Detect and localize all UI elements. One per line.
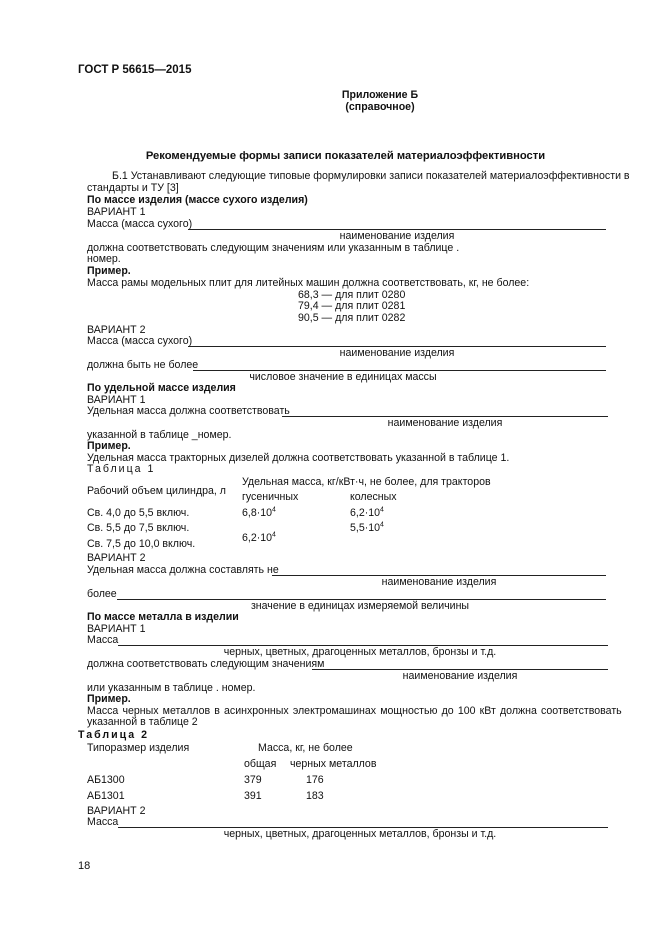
table2-row-ferrous: 183 bbox=[306, 790, 324, 802]
table1-col1-header: Рабочий объем цилиндра, л bbox=[87, 485, 226, 497]
s2-variant1-line1: указанной в таблице _номер. bbox=[87, 429, 232, 441]
table2-row-name: АБ1300 bbox=[87, 774, 125, 786]
table2-col1-header: Типоразмер изделия bbox=[87, 742, 190, 754]
example-text-line-1: Масса черных металлов в асинхронных электромашинах мощностью до 100 кВт должна соответствовать bbox=[87, 705, 622, 717]
s2-variant1-prefix: Удельная масса должна соответствовать bbox=[87, 405, 290, 417]
table2-group-header: Масса, кг, не более bbox=[258, 742, 353, 754]
s3-variant1-label: ВАРИАНТ 1 bbox=[87, 623, 146, 635]
s2-variant2-prefix: Удельная масса должна составлять не bbox=[87, 564, 279, 576]
section-title: Рекомендуемые формы записи показателей материалоэффективности bbox=[145, 150, 546, 162]
s2-variant2-prefix2: более bbox=[87, 588, 117, 600]
table2-row-total: 379 bbox=[244, 774, 262, 786]
s3-variant1-prefix2: должна соответствовать следующим значениям bbox=[87, 658, 325, 670]
example-text: Удельная масса тракторных дизелей должна соответствовать указанной в таблице 1. bbox=[87, 452, 510, 464]
section-mass-heading: По массе изделия (массе сухого изделия) bbox=[87, 194, 308, 206]
fill-hint: наименование изделия bbox=[402, 670, 518, 682]
s1-variant1-line2: номер. bbox=[87, 253, 121, 265]
table1-row: Св. 7,5 до 10,0 включ. bbox=[87, 538, 196, 550]
table1-cell: $5,5\cdot 10^4$ bbox=[350, 521, 384, 534]
fill-hint: наименование изделия bbox=[339, 347, 455, 359]
s3-variant1-line1: или указанным в таблице . номер. bbox=[87, 682, 256, 694]
table2-row-total: 391 bbox=[244, 790, 262, 802]
table1-sub1: гусеничных bbox=[242, 491, 299, 503]
s3-variant1-prefix: Масса bbox=[87, 634, 119, 646]
example-text-line-2: указанной в таблице 2 bbox=[87, 716, 198, 728]
table1-row: Св. 5,5 до 7,5 включ. bbox=[87, 522, 190, 534]
s1-variant1-prefix: Масса (масса сухого) bbox=[87, 218, 193, 230]
example-text: Масса рамы модельных плит для литейных машин должна соответствовать, кг, не более: bbox=[87, 277, 530, 289]
s2-variant2-label: ВАРИАНТ 2 bbox=[87, 552, 146, 564]
fill-hint: черных, цветных, драгоценных металлов, бронзы и т.д. bbox=[223, 646, 497, 658]
intro-line-1: Б.1 Устанавливают следующие типовые формулировки записи показателей материалоэффективности в bbox=[112, 170, 630, 182]
example-label: Пример. bbox=[87, 265, 131, 277]
appendix-title: Приложение Б bbox=[341, 89, 419, 101]
fill-hint: наименование изделия bbox=[339, 230, 455, 242]
table2-row-name: АБ1301 bbox=[87, 790, 125, 802]
table1-row: Св. 4,0 до 5,5 включ. bbox=[87, 507, 190, 519]
fill-hint: значение в единицах измеряемой величины bbox=[250, 600, 470, 612]
standard-number: ГОСТ Р 56615—2015 bbox=[78, 64, 192, 76]
example-label: Пример. bbox=[87, 693, 131, 705]
page-number: 18 bbox=[78, 860, 91, 872]
table1-caption: Таблица 1 bbox=[87, 463, 156, 475]
appendix-note: (справочное) bbox=[345, 101, 415, 113]
s1-variant2-label: ВАРИАНТ 2 bbox=[87, 324, 146, 336]
s1-variant2-prefix2: должна быть не более bbox=[87, 359, 199, 371]
s1-variant1-line1: должна соответствовать следующим значениям или указанным в таблице . bbox=[87, 242, 460, 254]
intro-line-2: стандарты и ТУ [3] bbox=[87, 182, 179, 194]
table1-cell: $6,2\cdot 10^4$ bbox=[242, 531, 276, 544]
section-metal-mass-heading: По массе металла в изделии bbox=[87, 611, 239, 623]
table1-cell: $6,2\cdot 10^4$ bbox=[350, 506, 384, 519]
fill-hint: числовое значение в единицах массы bbox=[249, 371, 437, 383]
table1-group-header: Удельная масса, кг/кВт·ч, не более, для тракторов bbox=[242, 476, 491, 488]
s3-variant2-prefix: Масса bbox=[87, 816, 119, 828]
example-item-2: 79,4 — для плит 0281 bbox=[298, 300, 406, 312]
fill-hint: наименование изделия bbox=[381, 576, 497, 588]
section-specific-mass-heading: По удельной массе изделия bbox=[87, 382, 236, 394]
example-item-1: 68,3 — для плит 0280 bbox=[298, 289, 406, 301]
table1-sub2: колесных bbox=[350, 491, 397, 503]
example-item-3: 90,5 — для плит 0282 bbox=[298, 312, 406, 324]
s1-variant1-label: ВАРИАНТ 1 bbox=[87, 206, 146, 218]
table2-sub1: общая bbox=[244, 758, 277, 770]
table2-sub2: черных металлов bbox=[290, 758, 377, 770]
fill-hint: черных, цветных, драгоценных металлов, бронзы и т.д. bbox=[223, 828, 497, 840]
table2-row-ferrous: 176 bbox=[306, 774, 324, 786]
s3-variant2-label: ВАРИАНТ 2 bbox=[87, 805, 146, 817]
fill-hint: наименование изделия bbox=[387, 417, 503, 429]
table2-caption: Таблица 2 bbox=[78, 729, 149, 741]
s2-variant1-label: ВАРИАНТ 1 bbox=[87, 394, 146, 406]
s1-variant2-prefix: Масса (масса сухого) bbox=[87, 335, 193, 347]
table1-cell: $6,8\cdot 10^4$ bbox=[242, 506, 276, 519]
example-label: Пример. bbox=[87, 440, 131, 452]
